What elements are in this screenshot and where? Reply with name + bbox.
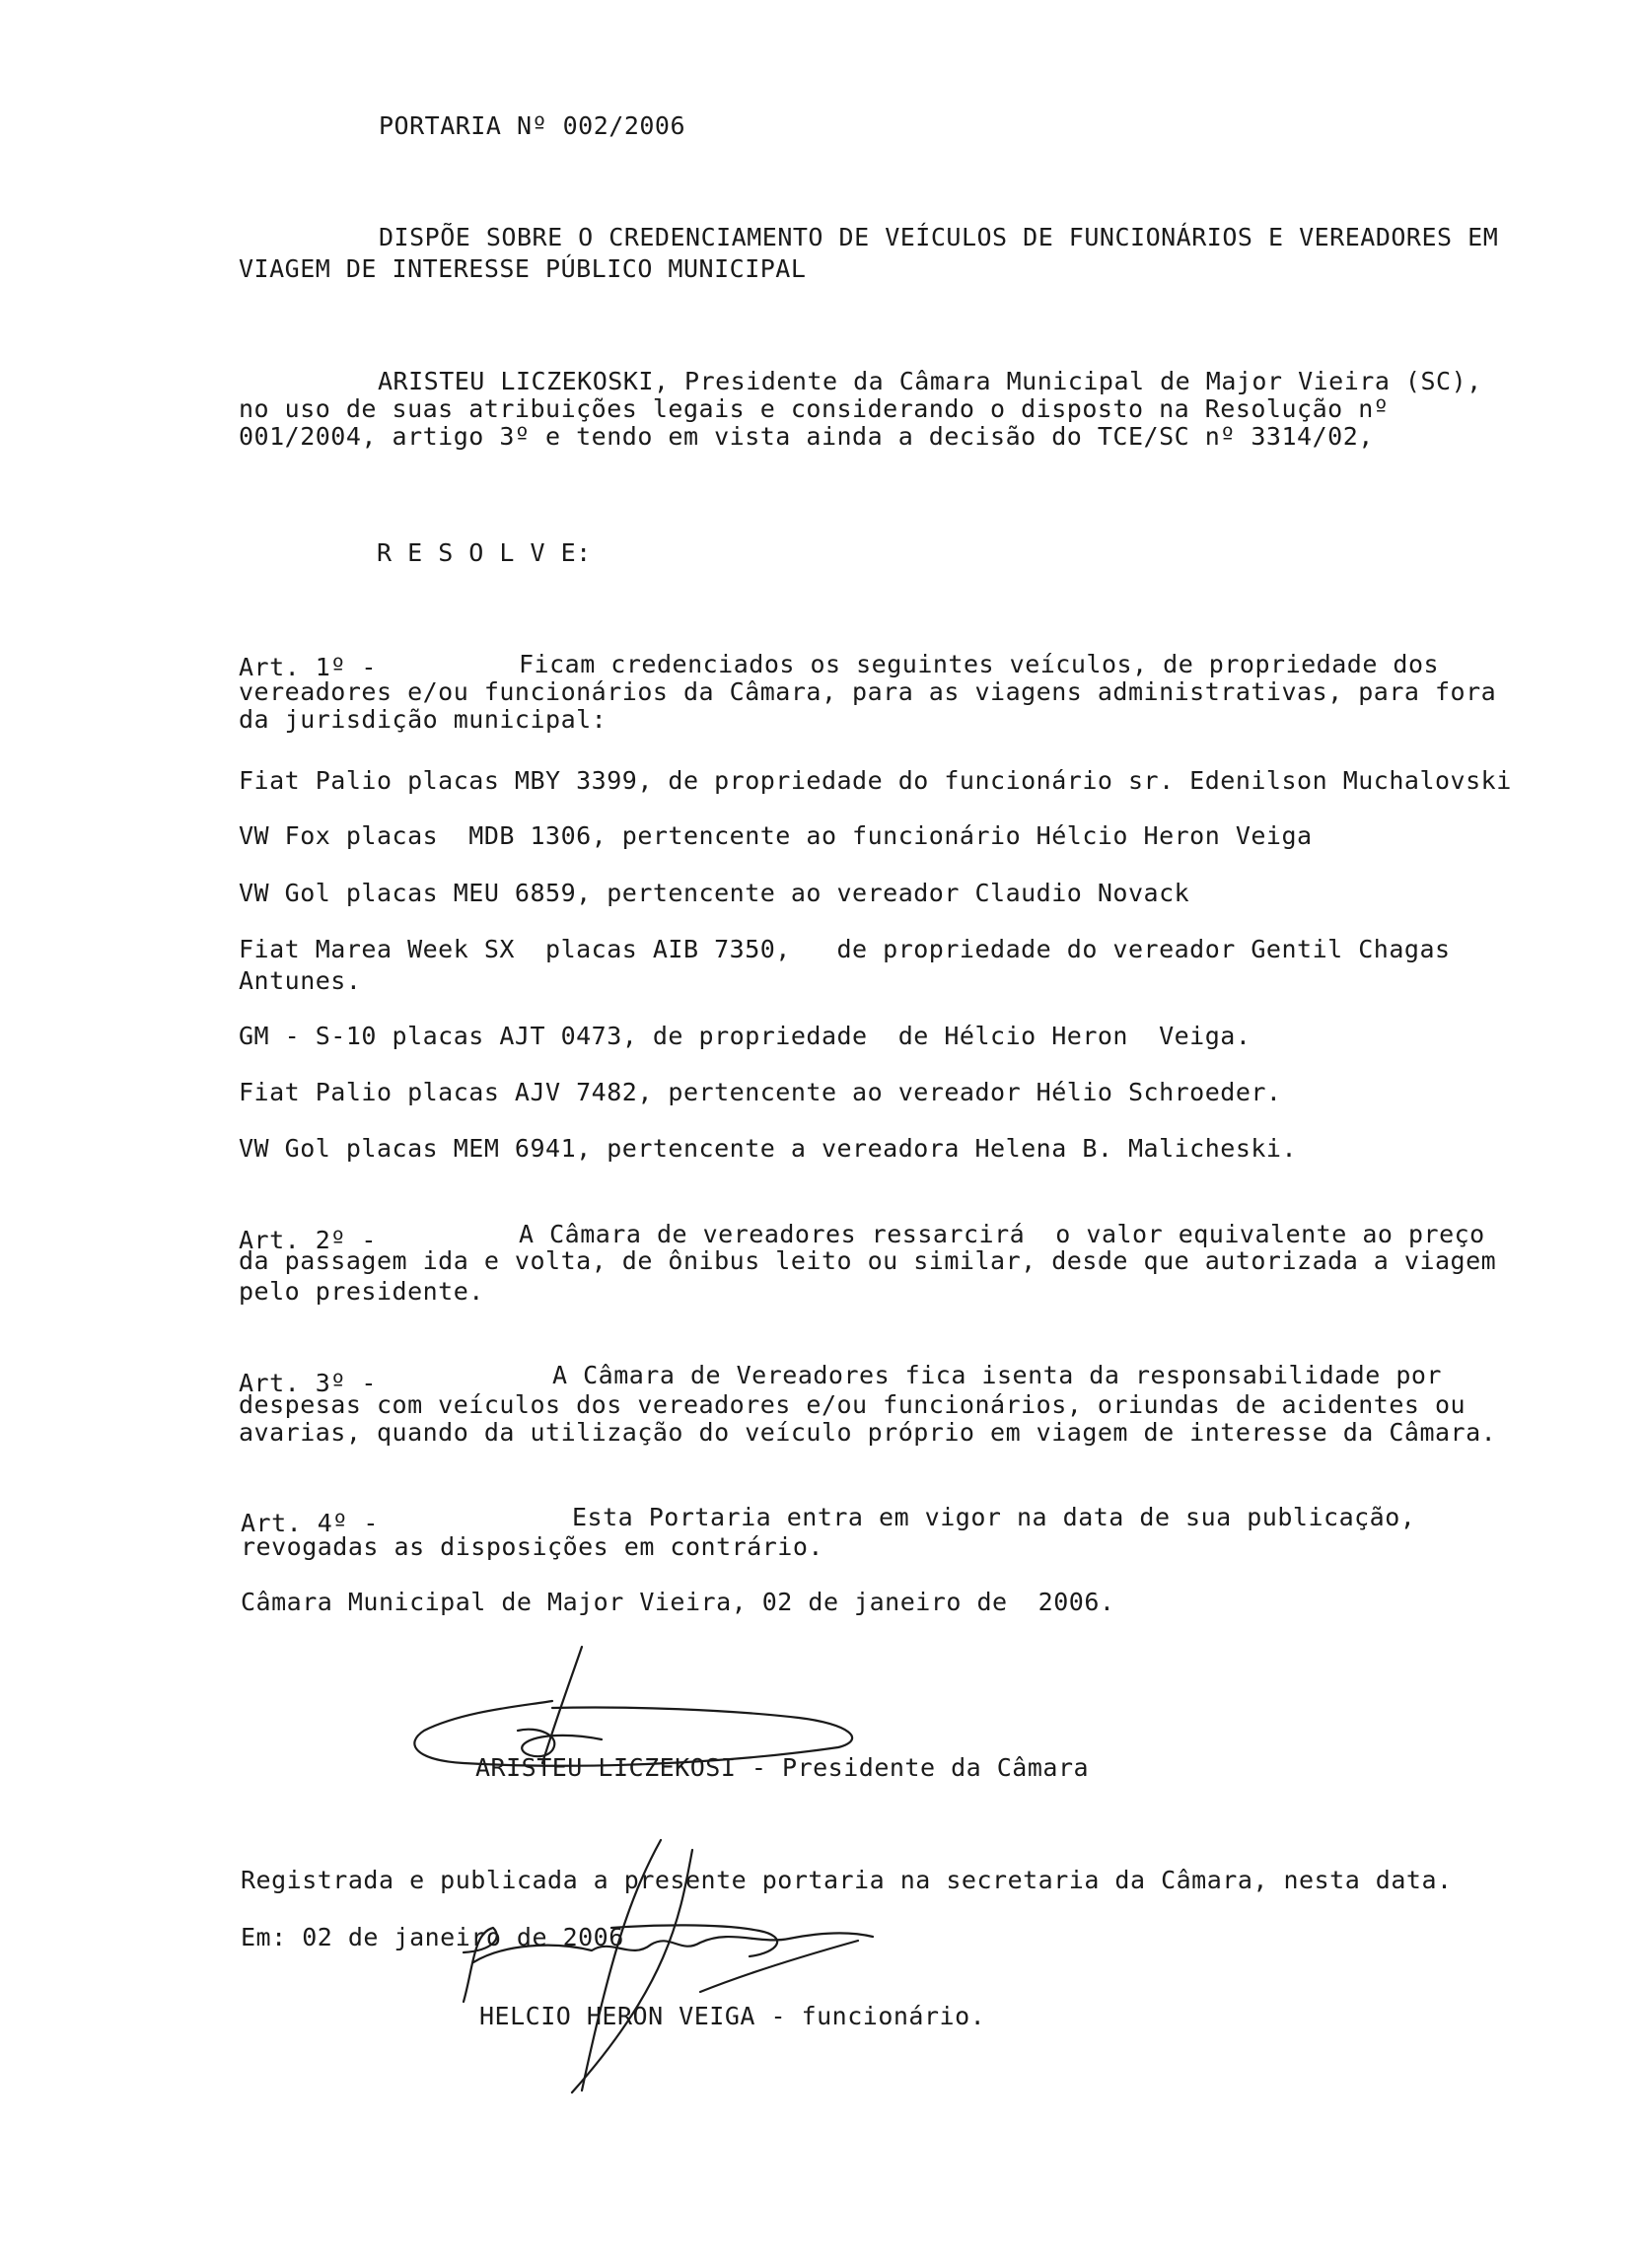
preamble-line: ARISTEU LICZEKOSKI, Presidente da Câmara Municipal de Major Vieira (SC), (378, 367, 1482, 395)
art3-line: avarias, quando da utilização do veículo próprio em viagem de interesse da Câmara. (239, 1418, 1497, 1447)
art3-line: A Câmara de Vereadores fica isenta da responsabilidade por (552, 1361, 1442, 1389)
vehicle-item: Fiat Marea Week SX placas AIB 7350, de propriedade do vereador Gentil Chagas (239, 935, 1451, 963)
vehicle-item: Fiat Palio placas MBY 3399, de propriedade do funcionário sr. Edenilson Muchalovski (239, 766, 1512, 795)
ementa-line: VIAGEM DE INTERESSE PÚBLICO MUNICIPAL (239, 254, 807, 283)
art3-line: despesas com veículos dos vereadores e/ou funcionários, oriundas de acidentes ou (239, 1390, 1466, 1419)
art3-label: Art. 3º - (239, 1369, 377, 1397)
art2-line: da passagem ida e volta, de ônibus leito ou similar, desde que autorizada a viagem (239, 1246, 1497, 1275)
art2-line: A Câmara de vereadores ressarcirá o valor equivalente ao preço (519, 1220, 1485, 1248)
art2-label: Art. 2º - (239, 1226, 377, 1254)
vehicle-item: VW Gol placas MEU 6859, pertencente ao vereador Claudio Novack (239, 879, 1190, 907)
vehicle-item: GM - S-10 placas AJT 0473, de propriedade de Hélcio Heron Veiga. (239, 1022, 1252, 1050)
art2-line: pelo presidente. (239, 1277, 484, 1306)
registration-date: Em: 02 de janeiro de 2006 (241, 1923, 624, 1951)
document-title: PORTARIA Nº 002/2006 (379, 111, 686, 140)
ementa-line: DISPÕE SOBRE O CREDENCIAMENTO DE VEÍCULOS DE FUNCIONÁRIOS E VEREADORES EM (379, 223, 1499, 251)
vehicle-item: Fiat Palio placas AJV 7482, pertencente ao vereador Hélio Schroeder. (239, 1078, 1282, 1106)
art1-label: Art. 1º - (239, 653, 377, 681)
resolve-heading: R E S O L V E: (377, 538, 592, 567)
art4-label: Art. 4º - (241, 1509, 379, 1537)
employee-signature-line: HELCIO HERON VEIGA - funcionário. (479, 2002, 986, 2030)
registration-text: Registrada e publicada a presente portaria na secretaria da Câmara, nesta data. (241, 1866, 1453, 1894)
art1-line: da jurisdição municipal: (239, 705, 608, 734)
preamble-line: 001/2004, artigo 3º e tendo em vista ainda a decisão do TCE/SC nº 3314/02, (239, 422, 1374, 451)
president-signature-line: ARISTEU LICZEKOSI - Presidente da Câmara (475, 1753, 1090, 1782)
art4-line: Esta Portaria entra em vigor na data de sua publicação, (572, 1503, 1416, 1531)
art1-line: Ficam credenciados os seguintes veículos, de propriedade dos (519, 650, 1440, 678)
art4-line: revogadas as disposições em contrário. (241, 1532, 823, 1561)
vehicle-item: Antunes. (239, 966, 362, 995)
vehicle-item: VW Gol placas MEM 6941, pertencente a vereadora Helena B. Malicheski. (239, 1134, 1298, 1163)
place-date: Câmara Municipal de Major Vieira, 02 de janeiro de 2006. (241, 1588, 1115, 1616)
art1-line: vereadores e/ou funcionários da Câmara, para as viagens administrativas, para fora (239, 677, 1497, 706)
preamble-line: no uso de suas atribuições legais e considerando o disposto na Resolução nº (239, 394, 1390, 423)
employee-signature (434, 1834, 888, 2100)
vehicle-item: VW Fox placas MDB 1306, pertencente ao funcionário Hélcio Heron Veiga (239, 821, 1313, 850)
